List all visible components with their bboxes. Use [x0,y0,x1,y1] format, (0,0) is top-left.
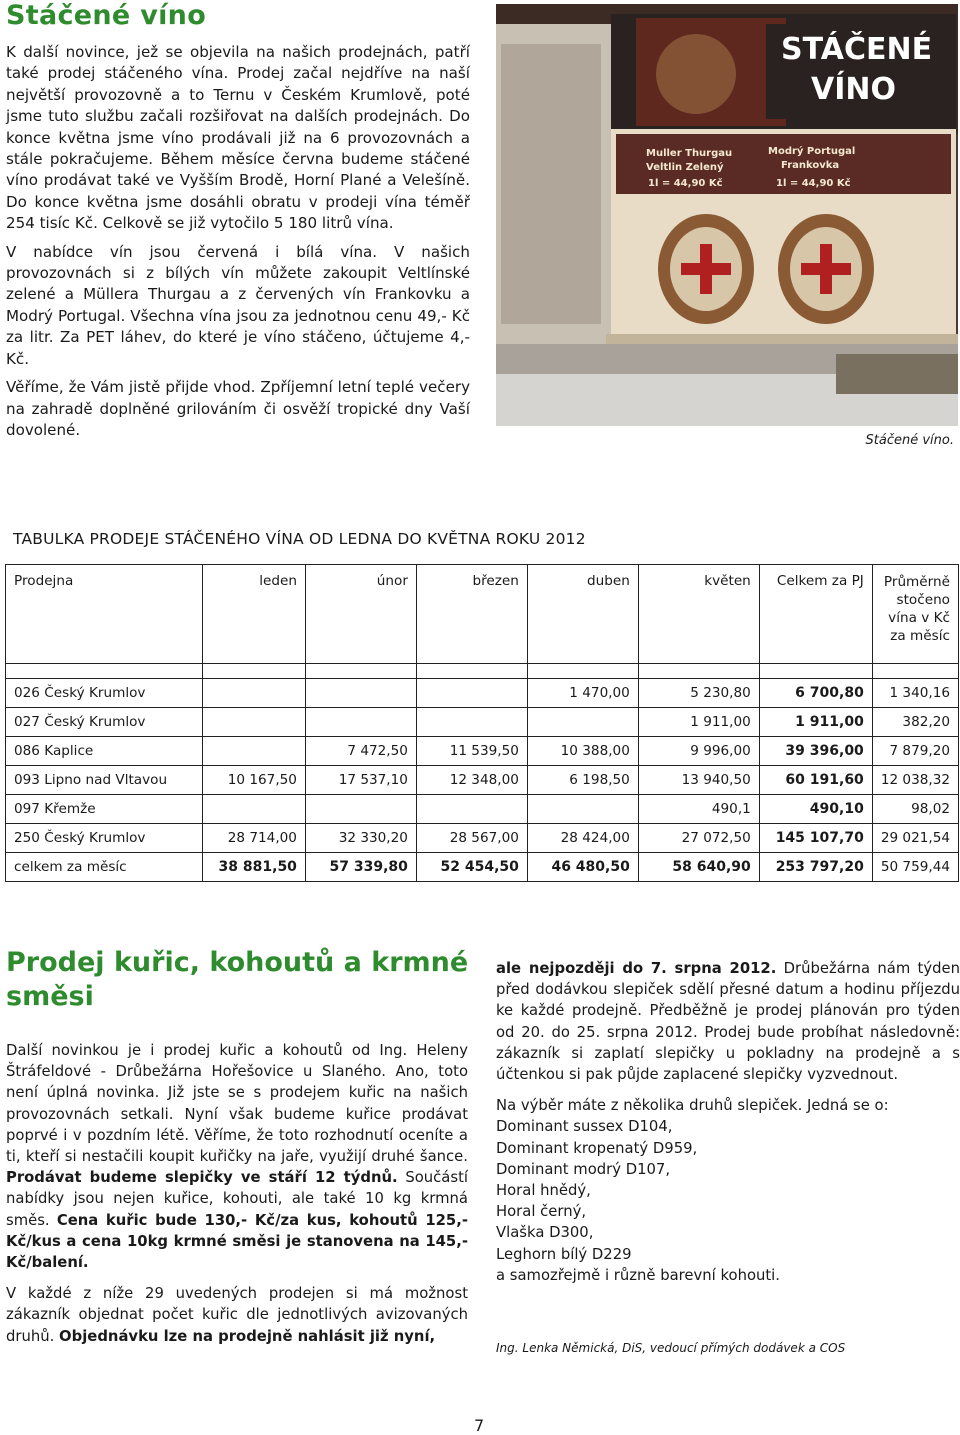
value-cell: 7 472,50 [305,737,416,766]
value-cell: 6 700,80 [759,679,872,708]
col-header-march: březen [416,565,527,664]
value-cell: 27 072,50 [638,824,759,853]
chicken-paragraph-1: Další novinkou je i prodej kuřic a kohoutů od Ing. Heleny Štráfeldové - Drůbežárna Hořešovice u Slaného. Ano, toto není úplná novinka. Již jste se s prodejem kuřic na našich provozovnách setkali. Nyní však budeme kuřice prodávat poprvé i v pozdním létě. Věříme, že toto rozhodnutí oceníte a ti, kteří si nestačili koupit kuřičky na jaře, využijí druhé šance. Prodávat budeme slepičky ve stáří 12 týdnů. Součástí nabídky jsou nejen kuřice, kohouti, ale také 10 kg krmná směs. Cena kuřic bude 130,- Kč/za kus, kohoutů 125,- Kč/kus a cena 10kg krmné směsi je stanovena na 145,- Kč/balení. [6,1042,468,1272]
value-cell: 28 424,00 [527,824,638,853]
value-cell: 52 454,50 [416,853,527,882]
value-cell: 1 470,00 [527,679,638,708]
sign-line-2: VÍNO [811,72,896,107]
value-cell [202,708,305,737]
store-name-cell: 093 Lipno nad Vltavou [6,766,203,795]
chicken-variety-list [496,1116,960,1286]
value-cell: 1 911,00 [759,708,872,737]
value-cell: 29 021,54 [872,824,958,853]
chicken-section-title: Prodej kuřic, kohoutů a krmné směsi [6,947,469,1012]
table-row [6,824,959,853]
col-header-store: Prodejna [6,565,203,664]
table-row [6,766,959,795]
store-name-cell: 026 Český Krumlov [6,679,203,708]
value-cell: 9 996,00 [638,737,759,766]
value-cell: 145 107,70 [759,824,872,853]
value-cell: 38 881,50 [202,853,305,882]
value-cell: 10 167,50 [202,766,305,795]
wine-paragraph-3: Věříme, že Vám jistě přijde vhod. Zpříjemní letní teplé večery na zahradě doplněné grilováním či osvěží tropické dny Vaší dovolené. [6,378,470,439]
value-cell: 60 191,60 [759,766,872,795]
store-name-cell: celkem za měsíc [6,853,203,882]
label-white-wine-line2: Veltlin Zelený [646,162,724,173]
value-cell: 98,02 [872,795,958,824]
wine-paragraph-1: K další novince, jež se objevila na našich prodejnách, patří také prodej stáčeného vína. Prodej začal nejdříve na naší největší provozovně a to Ternu v Českém Krumlově, poté jsme tuto službu začali rozšiřovat na dalších prodejnách. Do konce května jsme víno prodávali již na 6 provozovnách a stále pokračujeme. Během měsíce června budeme stáčené víno prodávat také ve Vyšším Brodě, Horní Plané a Velešíně. Do konce května jsme dosáhli obratu v prodeji vína téměř 254 tisíc Kč. Celkově se již vytočilo 5 180 litrů vína. [6,43,470,233]
store-name-cell: 097 Křemže [6,795,203,824]
list-item: Leghorn bílý D229 [496,1245,632,1263]
label-red-wine-line2: Frankovka [781,160,840,171]
value-cell: 7 879,20 [872,737,958,766]
value-cell [305,795,416,824]
value-cell [416,679,527,708]
avg-header-line: vína v Kč [888,610,950,626]
list-item: Horal černý, [496,1203,587,1221]
value-cell [527,708,638,737]
photo-caption: Stáčené víno. [865,433,954,448]
col-header-january: leden [202,565,305,664]
value-cell [527,795,638,824]
value-cell: 382,20 [872,708,958,737]
list-item: Vlaška D300, [496,1224,594,1242]
value-cell: 1 340,16 [872,679,958,708]
table-row [6,853,959,882]
sign-line-1: STÁČENÉ [781,32,933,67]
avg-header-line: stočeno [896,592,950,608]
wine-section-title: Stáčené víno [6,0,207,31]
value-cell: 490,10 [759,795,872,824]
chicken-paragraph-2: V každé z níže 29 uvedených prodejen si má možnost zákazník objednat počet kuřic dle jednotlivých avizovaných druhů. Objednávku lze na prodejně nahlásit již nyní, [6,1285,468,1345]
wine-shop-photo [496,4,958,426]
list-item: Dominant modrý D107, [496,1160,671,1178]
value-cell: 12 348,00 [416,766,527,795]
chicken-article-left [6,1040,468,1357]
table-row [6,737,959,766]
list-item: a samozřejmě i různě barevní kohouti. [496,1266,780,1284]
value-cell: 32 330,20 [305,824,416,853]
store-name-cell: 027 Český Krumlov [6,708,203,737]
value-cell: 10 388,00 [527,737,638,766]
value-cell [305,708,416,737]
value-cell [202,795,305,824]
value-cell: 13 940,50 [638,766,759,795]
table-title: TABULKA PRODEJE STÁČENÉHO VÍNA OD LEDNA DO KVĚTNA ROKU 2012 [13,530,586,548]
list-item: Dominant kropenatý D959, [496,1139,698,1157]
wine-article [6,42,470,448]
label-white-wine-price: 1l = 44,90 Kč [648,178,723,189]
wine-paragraph-2: V nabídce vín jsou červená i bílá vína. V našich provozovnách si z bílých vín můžete zakoupit Veltlínské zelené a Müllera Thurgau a z červených vín Frankovku a Modrý Portugal. Všechna vína jsou za jednotnou cenu 49,- Kč za litr. Za PET láhev, do které je víno stáčeno, účtujeme 4,- Kč. [6,242,470,368]
value-cell: 5 230,80 [638,679,759,708]
list-item: Dominant sussex D104, [496,1118,673,1136]
value-cell: 28 714,00 [202,824,305,853]
avg-header-line: za měsíc [890,628,950,644]
col-header-total: Celkem za PJ [759,565,872,664]
store-name-cell: 250 Český Krumlov [6,824,203,853]
value-cell [416,708,527,737]
list-item: Horal hnědý, [496,1182,591,1200]
value-cell [202,679,305,708]
value-cell [305,679,416,708]
wine-sales-table [5,564,959,882]
chicken-paragraph-3: ale nejpozději do 7. srpna 2012. Drůbežárna nám týden před dodávkou slepiček sdělí přesné datum a hodinu příjezdu ke každé prodejně. Předběžně je prodej plánován pro týden od 20. do 25. srpna 2012. Prodej bude probíhat následovně: zákazník si zaplatí slepičky u pokladny na prodejně a s účtenkou si pak půjde zaplacené slepičky vyzvednout. [496,960,960,1084]
author-signature: Ing. Lenka Němická, DiS, vedoucí přímých dodávek a COS [496,1341,846,1355]
value-cell: 11 539,50 [416,737,527,766]
col-header-average [872,565,958,664]
value-cell: 6 198,50 [527,766,638,795]
value-cell: 39 396,00 [759,737,872,766]
col-header-february: únor [305,565,416,664]
page-number: 7 [474,1416,485,1435]
label-white-wine-line1: Muller Thurgau [646,148,733,159]
table-header-row [6,565,959,664]
table-row [6,679,959,708]
store-name-cell: 086 Kaplice [6,737,203,766]
value-cell: 58 640,90 [638,853,759,882]
value-cell: 46 480,50 [527,853,638,882]
value-cell: 490,1 [638,795,759,824]
value-cell: 1 911,00 [638,708,759,737]
value-cell: 253 797,20 [759,853,872,882]
value-cell: 28 567,00 [416,824,527,853]
avg-header-line: Průměrně [883,574,950,590]
label-red-wine-price: 1l = 44,90 Kč [776,178,851,189]
value-cell: 50 759,44 [872,853,958,882]
label-red-wine-line1: Modrý Portugal [768,146,856,157]
chicken-paragraph-4: Na výběr máte z několika druhů slepiček. Jedná se o: [496,1097,889,1115]
chicken-article-right [496,958,960,1286]
value-cell [202,737,305,766]
value-cell: 12 038,32 [872,766,958,795]
table-row [6,795,959,824]
table-row [6,708,959,737]
col-header-april: duben [527,565,638,664]
value-cell: 57 339,80 [305,853,416,882]
value-cell: 17 537,10 [305,766,416,795]
col-header-may: květen [638,565,759,664]
value-cell [416,795,527,824]
